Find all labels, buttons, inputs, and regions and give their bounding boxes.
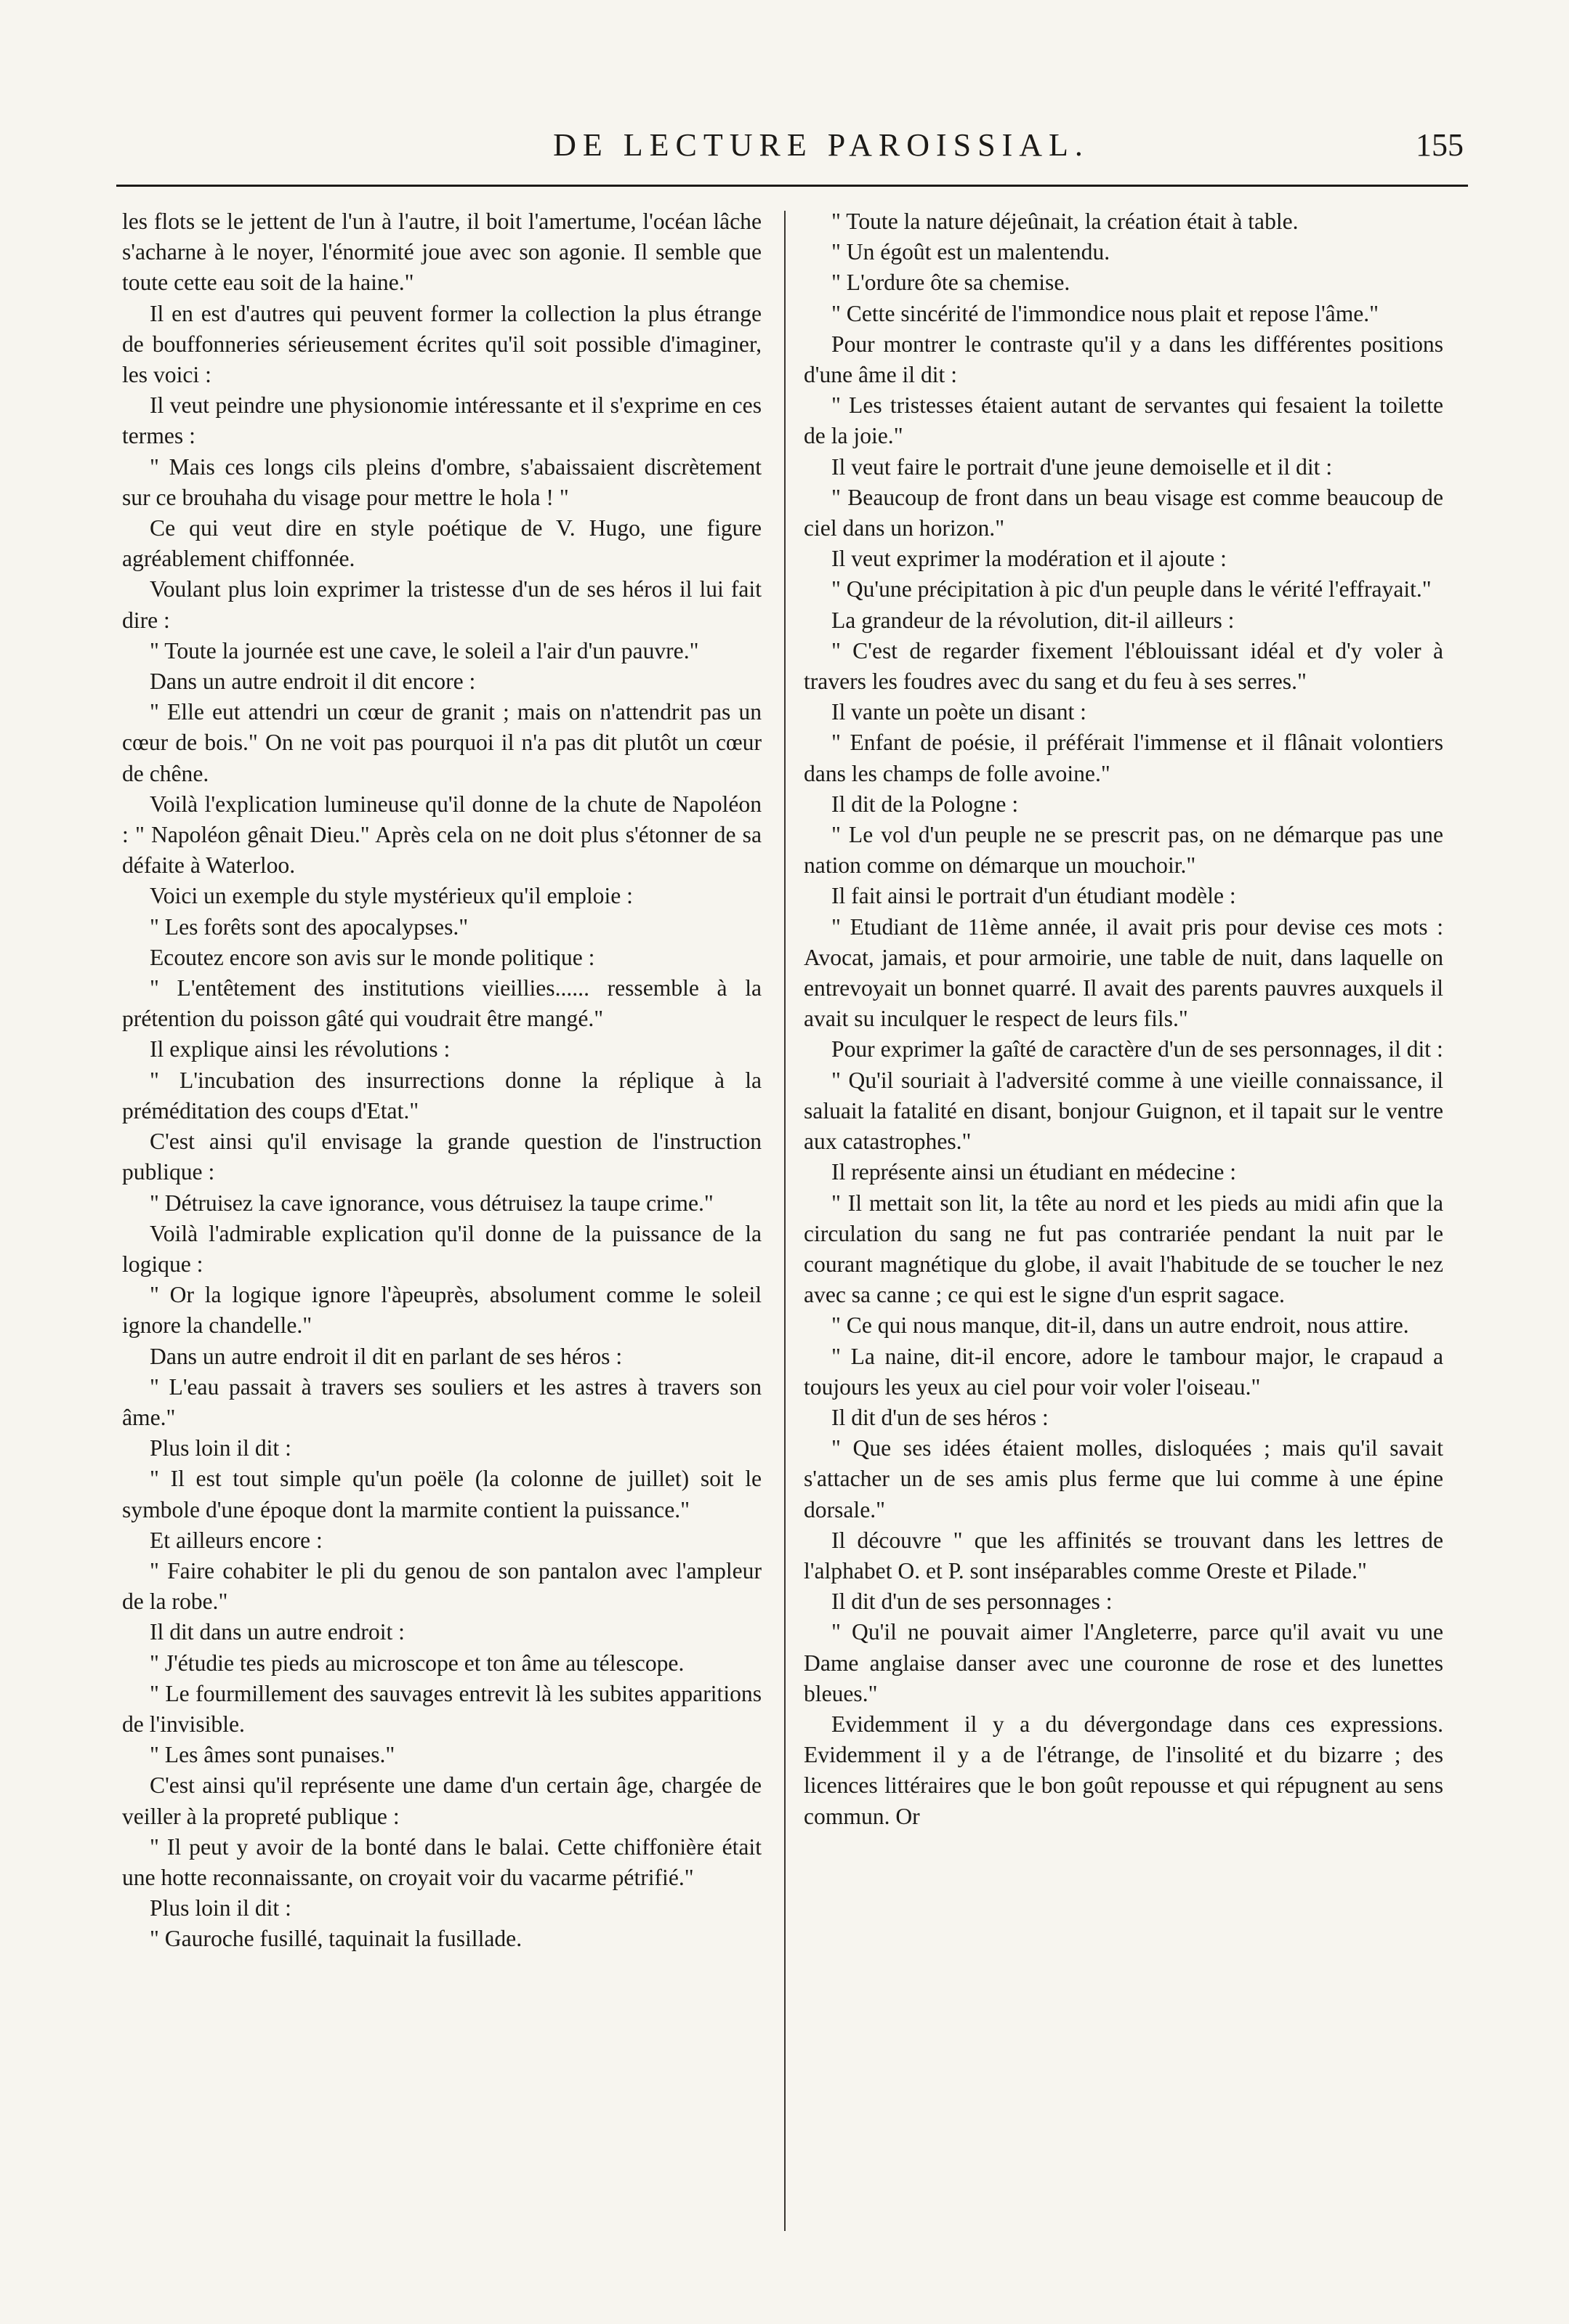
- paragraph: " Le vol d'un peuple ne se prescrit pas, on ne démarque pas une nation comme on démarque un mouchoir.": [804, 822, 1443, 879]
- page-number: 155: [1416, 127, 1464, 163]
- paragraph: " Gauroche fusillé, taquinait la fusillade.: [150, 1926, 523, 1952]
- column-divider: [784, 211, 786, 2231]
- running-title: DE LECTURE PAROISSIAL.: [553, 127, 1089, 163]
- paragraph: " Toute la journée est une cave, le soleil a l'air d'un pauvre.": [150, 637, 699, 663]
- page-header: [116, 124, 1468, 182]
- paragraph: Il en est d'autres qui peuvent former la collection la plus étrange de bouffonneries sérieusement écrites qu'il soit possible d'imaginer, les voici :: [122, 300, 762, 388]
- paragraph: Pour exprimer la gaîté de caractère d'un de ses personnages, il dit :: [831, 1036, 1443, 1062]
- right-column: [804, 206, 1443, 1832]
- paragraph: Evidemment il y a du dévergondage dans ces expressions. Evidemment il y a de l'étrange, de l'insolité et du bizarre ; des licences littéraires que le bon goût repousse et qui répugnent au sens commun. Or: [804, 1711, 1443, 1829]
- paragraph: Voilà l'explication lumineuse qu'il donne de la chute de Napoléon : " Napoléon gênait Dieu." Après cela on ne doit plus s'étonner de sa défaite à Waterloo.: [122, 791, 762, 879]
- paragraph: " Etudiant de 11ème année, il avait pris pour devise ces mots : Avocat, jamais, et pour armoirie, une table de nuit, dans laquelle on entrevoyait un bonnet quarré. Il avait des parents pauvres auxquels il avait su inculquer le respect de leurs fils.": [804, 913, 1443, 1032]
- paragraph: C'est ainsi qu'il représente une dame d'un certain âge, chargée de veiller à la propreté publique :: [122, 1772, 762, 1829]
- paragraph: " Il peut y avoir de la bonté dans le balai. Cette chiffonière était une hotte reconnaissante, on croyait voir du vacarme pétrifié.": [122, 1833, 762, 1890]
- paragraph: Il dit d'un de ses héros :: [831, 1404, 1049, 1430]
- paragraph: Plus loin il dit :: [150, 1435, 291, 1461]
- paragraph: Voici un exemple du style mystérieux qu'il emploie :: [150, 883, 633, 909]
- paragraph: " Toute la nature déjeûnait, la création était à table.: [831, 209, 1299, 234]
- paragraph: " Faire cohabiter le pli du genou de son pantalon avec l'ampleur de la robe.": [122, 1557, 762, 1615]
- paragraph: Il veut faire le portrait d'une jeune demoiselle et il dit :: [831, 453, 1333, 480]
- paragraph: Voilà l'admirable explication qu'il donne de la puissance de la logique :: [122, 1220, 762, 1277]
- paragraph: Dans un autre endroit il dit encore :: [150, 669, 476, 695]
- paragraph: Il veut peindre une physionomie intéressante et il s'exprime en ces termes :: [122, 392, 762, 449]
- paragraph: Il veut exprimer la modération et il ajoute :: [831, 546, 1227, 572]
- paragraph: " La naine, dit-il encore, adore le tambour major, le crapaud a toujours les yeux au ciel pour voir voler l'oiseau.": [804, 1343, 1443, 1400]
- paragraph: " Elle eut attendri un cœur de granit ; mais on n'attendrit pas un cœur de bois." On ne voit pas pourquoi il n'a pas dit plutôt un cœur de chêne.: [122, 699, 762, 786]
- paragraph: " Mais ces longs cils pleins d'ombre, s'abaissaient discrètement sur ce brouhaha du visage pour mettre le hola ! ": [122, 453, 762, 510]
- header-rule: [116, 185, 1468, 187]
- paragraph: " Ce qui nous manque, dit-il, dans un autre endroit, nous attire.: [831, 1312, 1409, 1339]
- paragraph: les flots se le jettent de l'un à l'autre, il boit l'amertume, l'océan lâche s'acharne à le noyer, l'énormité joue avec son agonie. Il semble que toute cette eau soit de la haine.": [122, 209, 762, 296]
- paragraph: Il vante un poète un disant :: [831, 699, 1086, 725]
- paragraph: " C'est de regarder fixement l'éblouissant idéal et d'y voler à travers les foudres avec du sang et du feu à ses serres.": [804, 637, 1443, 695]
- paragraph: Ecoutez encore son avis sur le monde politique :: [150, 944, 595, 970]
- paragraph: " Beaucoup de front dans un beau visage est comme beaucoup de ciel dans un horizon.": [804, 484, 1443, 541]
- paragraph: " Qu'il ne pouvait aimer l'Angleterre, parce qu'il avait vu une Dame anglaise danser avec une couronne de rose et des lunettes bleues.": [804, 1619, 1443, 1706]
- paragraph: " L'eau passait à travers ses souliers et les astres à travers son âme.": [122, 1373, 762, 1430]
- paragraph: Il dit dans un autre endroit :: [150, 1619, 405, 1645]
- paragraph: " Or la logique ignore l'àpeuprès, absolument comme le soleil ignore la chandelle.": [122, 1282, 762, 1339]
- paragraph: Voulant plus loin exprimer la tristesse d'un de ses héros il lui fait dire :: [122, 576, 762, 633]
- left-column: [122, 206, 762, 1955]
- paragraph: " Il mettait son lit, la tête au nord et les pieds au midi afin que la circulation du sang ne fut pas contrariée pendant la nuit par le courant magnétique du globe, il avait l'habitude de se toucher le nez avec sa canne ; ce qui est le signe d'un esprit sagace.: [804, 1190, 1443, 1308]
- paragraph: " L'ordure ôte sa chemise.: [831, 270, 1070, 296]
- paragraph: La grandeur de la révolution, dit-il ailleurs :: [831, 607, 1235, 633]
- paragraph: Il dit d'un de ses personnages :: [831, 1589, 1113, 1615]
- paragraph: Et ailleurs encore :: [150, 1527, 323, 1553]
- paragraph: " Cette sincérité de l'immondice nous plait et repose l'âme.": [831, 300, 1379, 326]
- paragraph: " Que ses idées étaient molles, disloquées ; mais qu'il savait s'attacher un de ses amis plus ferme que lui comme à une épine dorsale.": [804, 1435, 1443, 1522]
- paragraph: Pour montrer le contraste qu'il y a dans les différentes positions d'une âme il dit :: [804, 331, 1443, 388]
- paragraph: " Les forêts sont des apocalypses.": [150, 913, 469, 940]
- paragraph: " Enfant de poésie, il préférait l'immense et il flânait volontiers dans les champs de folle avoine.": [804, 730, 1443, 786]
- paragraph: " Il est tout simple qu'un poële (la colonne de juillet) soit le symbole d'une époque dont la marmite contient la puissance.": [122, 1466, 762, 1522]
- paragraph: " Un égoût est un malentendu.: [831, 239, 1110, 265]
- paragraph: " Le fourmillement des sauvages entrevit là les subites apparitions de l'invisible.: [122, 1680, 762, 1737]
- paragraph: Plus loin il dit :: [150, 1895, 291, 1921]
- paragraph: Il représente ainsi un étudiant en médecine :: [831, 1159, 1237, 1185]
- paragraph: C'est ainsi qu'il envisage la grande question de l'instruction publique :: [122, 1129, 762, 1185]
- paragraph: " J'étudie tes pieds au microscope et ton âme au télescope.: [150, 1650, 685, 1676]
- paragraph: Il fait ainsi le portrait d'un étudiant modèle :: [831, 883, 1236, 909]
- paragraph: Ce qui veut dire en style poétique de V. Hugo, une figure agréablement chiffonnée.: [122, 515, 762, 572]
- paragraph: " Les âmes sont punaises.": [150, 1742, 395, 1768]
- paragraph: " L'entêtement des institutions vieillies...... ressemble à la prétention du poisson gâté qui voudrait être mangé.": [122, 975, 762, 1032]
- paragraph: " Qu'une précipitation à pic d'un peuple dans le vérité l'effrayait.": [831, 576, 1432, 602]
- paragraph: Dans un autre endroit il dit en parlant de ses héros :: [150, 1343, 623, 1369]
- paragraph: Il découvre " que les affinités se trouvant dans les lettres de l'alphabet O. et P. sont inséparables comme Oreste et Pilade.": [804, 1527, 1443, 1583]
- paragraph: " Qu'il souriait à l'adversité comme à une vieille connaissance, il saluait la fatalité en disant, bonjour Guignon, et il tapait sur le ventre aux catastrophes.": [804, 1067, 1443, 1155]
- paragraph: " Les tristesses étaient autant de servantes qui fesaient la toilette de la joie.": [804, 392, 1443, 449]
- paragraph: Il explique ainsi les révolutions :: [150, 1036, 451, 1062]
- paragraph: " L'incubation des insurrections donne la réplique à la préméditation des coups d'Etat.": [122, 1067, 762, 1123]
- paragraph: " Détruisez la cave ignorance, vous détruisez la taupe crime.": [150, 1190, 714, 1216]
- paragraph: Il dit de la Pologne :: [831, 791, 1019, 817]
